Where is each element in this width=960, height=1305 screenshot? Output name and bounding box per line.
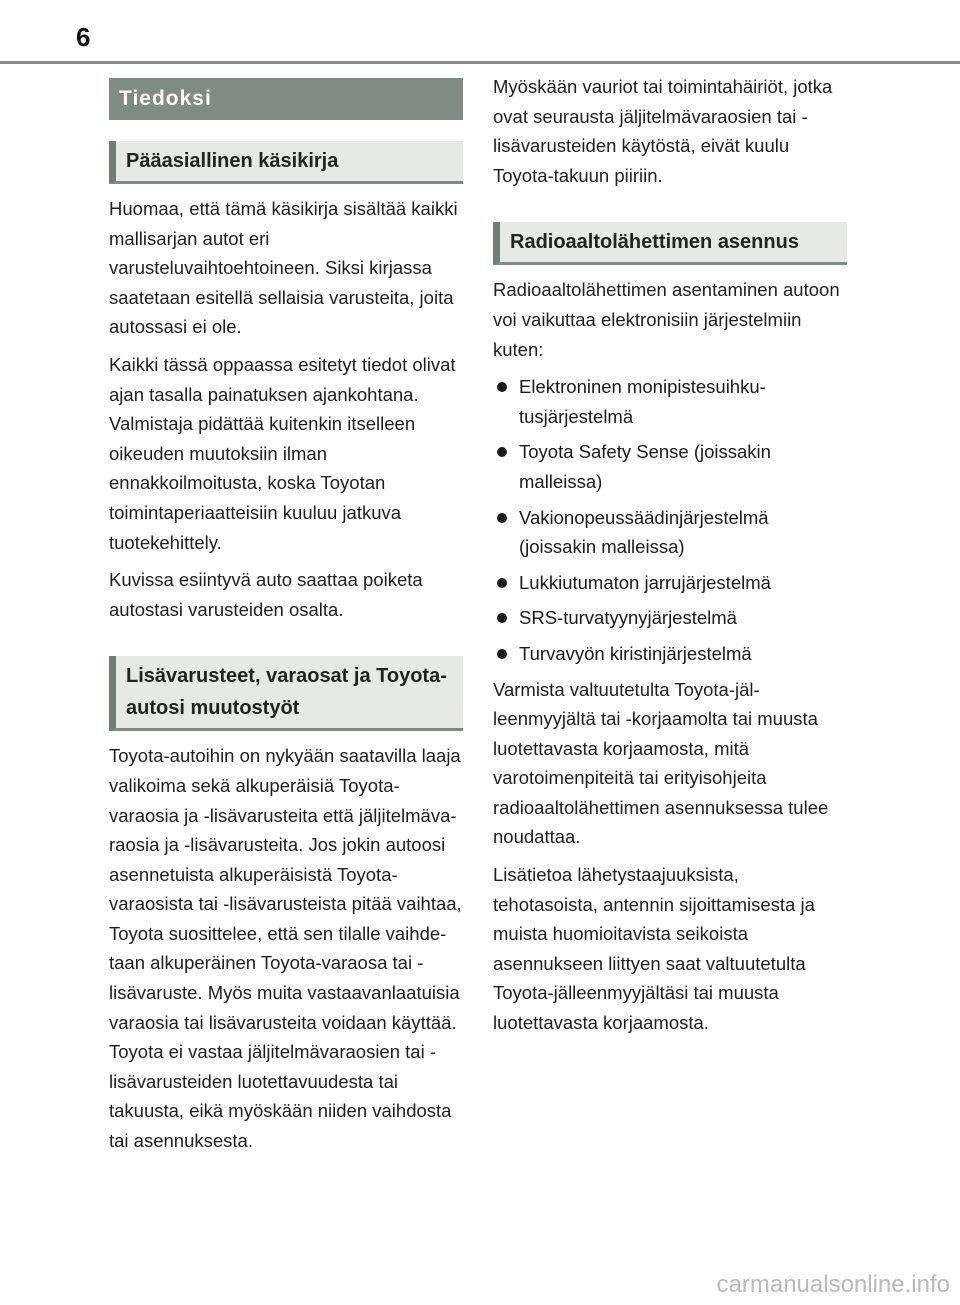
list-item bbox=[493, 603, 847, 633]
list-item-text: Elektroninen monipistesuihkutusjärjestelmä bbox=[519, 376, 766, 427]
list-item bbox=[493, 568, 847, 598]
list-item bbox=[493, 372, 847, 431]
section-heading-accessories: Lisävarusteet, varaosat ja Toyota-autosi muutostyöt bbox=[109, 656, 463, 731]
left-column bbox=[109, 78, 463, 1164]
bullet-icon bbox=[497, 613, 507, 623]
list-item bbox=[493, 639, 847, 669]
section-heading-radio-transmitter: Radioaaltolähettimen asennus bbox=[493, 222, 847, 265]
paragraph: Huomaa, että tämä käsikirja sisältää kaikki mallisarjan autot eri varusteluvaihtoehtoineen. Siksi kirjassa saatetaan esitellä sellaisia varusteita, joita autossasi ei ole. bbox=[109, 198, 458, 338]
paragraph: Toyota-autoihin on nykyään saatavilla laaja valikoima sekä alkuperäisiä Toyota-varaosia ja -lisävarusteita että jäljitelmävaraosia ja -lisävarusteita. Jos jokin autoosi asennetuista alkuperäisistä Toyota-varaosista tai -lisävarusteista pitää vaihtaa, Toyota suosittelee, että sen tilalle vaihdetaan alkuperäinen Toyota-varaosa tai -lisävaruste. Myös muita vastaavanlaatuisia varaosia tai lisävarusteita voidaan käyttää. Toyota ei vastaa jäljitelmävaraosien tai -lisävarusteiden luotettavuudesta tai takuusta, eikä myöskään niiden vaihdosta tai asennuksesta. bbox=[109, 745, 462, 1152]
systems-list bbox=[493, 372, 847, 668]
list-item-text: Toyota Safety Sense (joissakin malleissa) bbox=[519, 441, 771, 492]
list-item bbox=[493, 437, 847, 496]
bullet-icon bbox=[497, 447, 507, 457]
list-item-text: Vakionopeussäädinjärjestelmä (joissakin malleissa) bbox=[519, 506, 769, 558]
list-item bbox=[493, 503, 847, 562]
page-number: 6 bbox=[76, 22, 91, 52]
paragraph: Myöskään vauriot tai toimintahäiriöt, jotka ovat seurausta jäljitelmävaraosien tai -lisävarusteiden käytöstä, eivät kuulu Toyota-takuun piiriin. bbox=[493, 76, 833, 186]
paragraph: Kaikki tässä oppaassa esitetyt tiedot olivat ajan tasalla painatuksen ajankohtana. Valmistaja pidättää kuitenkin itselleen oikeuden muutoksiin ilman ennakkoilmoitusta, koska Toyotan toimintaperiaatteisiin kuuluu jatkuva tuotekehittely. bbox=[109, 353, 456, 553]
list-item-text: SRS-turvatyynyjärjestelmä bbox=[519, 607, 737, 629]
right-column bbox=[493, 78, 847, 1046]
list-item-text: Lukkiutumaton jarrujärjestelmä bbox=[519, 571, 771, 593]
paragraph: Lisätietoa lähetystaajuuksista, tehotasoista, antennin sijoittamisesta ja muista huomioitavista seikoista asennukseen liittyen saat valtuutetulta Toyota-jälleenmyyjältäsi tai muusta luotettavasta korjaamosta. bbox=[493, 864, 815, 1034]
bullet-icon bbox=[497, 513, 507, 523]
header-divider bbox=[0, 61, 960, 64]
paragraph: Radioaaltolähettimen asentaminen autoon voi vaikuttaa elektronisiin järjestelmiin kuten: bbox=[493, 279, 840, 360]
section-heading-main-manual: Pääasiallinen käsikirja bbox=[109, 141, 463, 184]
bullet-icon bbox=[497, 382, 507, 392]
bullet-icon bbox=[497, 578, 507, 588]
list-item-text: Turvavyön kiristinjärjestelmä bbox=[519, 642, 752, 664]
watermark-text: carmanualsonline.info bbox=[716, 1271, 950, 1298]
paragraph: Varmista valtuutetulta Toyota-jälleenmyyjältä tai -korjaamolta tai muusta luotettavasta korjaamosta, mitä varotoimenpiteitä tai erityisohjeita radioaaltolähettimen asennuksessa tulee noudattaa. bbox=[493, 678, 829, 848]
section-banner: Tiedoksi bbox=[109, 78, 463, 120]
paragraph: Kuvissa esiintyvä auto saattaa poiketa autostasi varusteiden osalta. bbox=[109, 569, 423, 620]
bullet-icon bbox=[497, 649, 507, 659]
